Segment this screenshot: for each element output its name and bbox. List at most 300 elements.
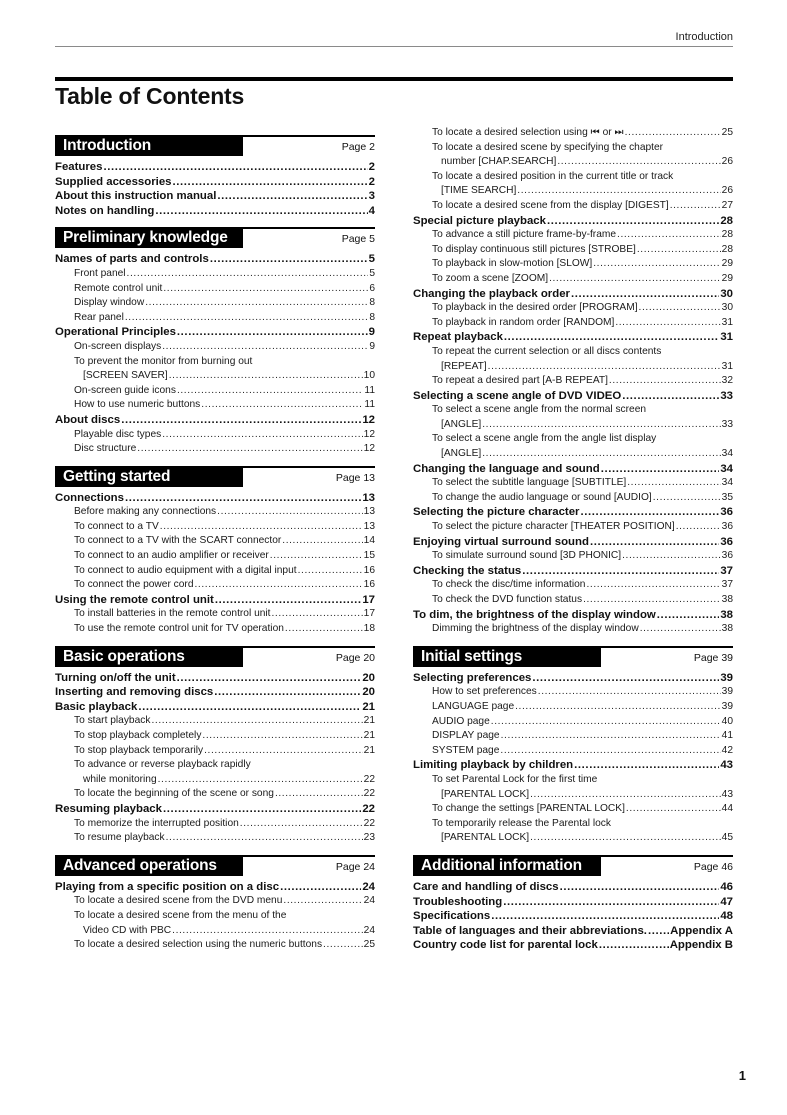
toc-entry-page: Appendix B xyxy=(669,939,733,952)
dot-leader xyxy=(581,505,720,520)
toc-entry-first-line[interactable]: To locate a desired scene by specifying the chapter xyxy=(432,141,664,153)
toc-entry-title: To connect the power cord xyxy=(74,579,194,591)
toc-sub-entry[interactable] xyxy=(55,564,375,579)
toc-sub-entry[interactable] xyxy=(413,685,733,700)
toc-main-entry[interactable] xyxy=(413,389,733,404)
dot-leader xyxy=(574,758,719,773)
dot-leader xyxy=(538,685,721,700)
toc-sub-entry[interactable] xyxy=(413,520,733,535)
dot-leader xyxy=(532,671,719,686)
toc-main-entry[interactable] xyxy=(413,462,733,477)
toc-entry-page: 13 xyxy=(362,491,375,504)
toc-main-entry[interactable] xyxy=(55,175,375,190)
toc-entry-title: [ANGLE] xyxy=(441,418,482,430)
dot-leader xyxy=(217,505,363,520)
toc-main-entry[interactable] xyxy=(413,330,733,345)
dot-leader xyxy=(571,287,719,302)
toc-section xyxy=(55,466,375,637)
toc-main-entry[interactable] xyxy=(413,909,733,924)
dot-leader xyxy=(639,301,721,316)
toc-sub-entry[interactable] xyxy=(413,228,733,243)
dot-leader xyxy=(625,126,721,141)
toc-entry-page: 22 xyxy=(362,802,375,815)
toc-entry-title: To change the audio language or sound [AUDIO] xyxy=(432,491,652,503)
toc-continued xyxy=(413,126,733,637)
toc-entry-page: 5 xyxy=(369,267,375,279)
toc-main-entry[interactable] xyxy=(413,564,733,579)
toc-entry-title: To dim, the brightness of the display window xyxy=(413,608,656,621)
toc-entry-page: 28 xyxy=(721,229,733,241)
toc-section xyxy=(55,855,375,953)
toc-main-entry[interactable] xyxy=(55,685,375,700)
toc-entry-page: 14 xyxy=(363,535,375,547)
toc-entry-first-line[interactable]: To locate a desired position in the current title or track xyxy=(432,170,674,182)
toc-entry-page: 13 xyxy=(363,506,375,518)
toc-entry-title: Selecting a scene angle of DVD VIDEO xyxy=(413,389,622,402)
dot-leader xyxy=(609,374,721,389)
toc-entry-first-line[interactable]: To set Parental Lock for the first time xyxy=(432,773,598,785)
dot-leader xyxy=(560,880,720,895)
toc-sub-entry[interactable] xyxy=(55,773,375,788)
toc-main-entry[interactable] xyxy=(413,214,733,229)
toc-entry-page: 47 xyxy=(720,895,733,908)
toc-sub-entry[interactable] xyxy=(413,272,733,287)
dot-leader xyxy=(530,831,721,846)
dot-leader xyxy=(172,924,363,939)
toc-entry-first-line[interactable]: To select a scene angle from the angle list display xyxy=(432,433,657,445)
toc-main-entry[interactable] xyxy=(55,880,375,895)
toc-entry-title: To display continuous still pictures [STROBE] xyxy=(432,243,636,255)
toc-sub-entry[interactable] xyxy=(55,744,375,759)
toc-entry-title: Resuming playback xyxy=(55,802,162,815)
toc-entry-page: 22 xyxy=(363,788,375,800)
dot-leader xyxy=(549,272,721,287)
title-rule xyxy=(55,77,733,81)
toc-entry-title: Notes on handling xyxy=(55,204,155,217)
toc-sub-entry[interactable] xyxy=(55,817,375,832)
toc-sub-entry[interactable] xyxy=(413,418,733,433)
toc-entry-title: Playing from a specific position on a disc xyxy=(55,880,280,893)
dot-leader xyxy=(270,549,363,564)
toc-section xyxy=(55,135,375,218)
toc-entry-title: How to use numeric buttons xyxy=(74,399,201,411)
dot-leader xyxy=(298,564,363,579)
dot-leader xyxy=(272,607,363,622)
section-page-label: Page 13 xyxy=(335,471,375,484)
toc-sub-entry[interactable] xyxy=(413,126,733,141)
toc-sub-entry[interactable] xyxy=(55,398,375,413)
toc-sub-entry[interactable] xyxy=(55,282,375,297)
toc-entry-title: To locate the beginning of the scene or song xyxy=(74,788,274,800)
toc-sub-entry[interactable] xyxy=(55,428,375,443)
toc-entry-page: 45 xyxy=(721,832,733,844)
toc-sub-entry[interactable] xyxy=(413,593,733,608)
toc-sub-entry[interactable] xyxy=(55,369,375,384)
toc-main-entry[interactable] xyxy=(413,924,733,939)
toc-sub-entry[interactable] xyxy=(413,301,733,316)
dot-leader xyxy=(517,184,720,199)
section-title: Preliminary knowledge xyxy=(55,227,243,248)
dot-leader xyxy=(583,593,721,608)
toc-main-entry[interactable] xyxy=(413,671,733,686)
dot-leader xyxy=(617,228,721,243)
dot-leader xyxy=(491,909,719,924)
toc-entry-title: Before making any connections xyxy=(74,506,217,518)
section-title: Additional information xyxy=(413,855,601,876)
dot-leader xyxy=(593,257,720,272)
toc-sub-entry[interactable] xyxy=(55,311,375,326)
toc-entry-page: 26 xyxy=(721,185,733,197)
toc-entry-title: while monitoring xyxy=(83,773,157,785)
dot-leader xyxy=(482,418,720,433)
dot-leader xyxy=(151,714,362,729)
toc-main-entry[interactable] xyxy=(413,505,733,520)
toc-entry-title: number [CHAP.SEARCH] xyxy=(441,156,557,168)
toc-main-entry[interactable] xyxy=(413,608,733,623)
toc-entry-title: [REPEAT] xyxy=(441,360,487,372)
toc-sub-entry[interactable] xyxy=(55,549,375,564)
toc-entry-title: LANGUAGE page xyxy=(432,700,515,712)
toc-main-entry[interactable] xyxy=(55,160,375,175)
toc-sub-entry[interactable] xyxy=(55,296,375,311)
toc-entry-page: 36 xyxy=(721,521,733,533)
dot-leader xyxy=(283,894,362,909)
toc-entry-page: 15 xyxy=(363,550,375,562)
dot-leader xyxy=(627,476,720,491)
toc-sub-entry[interactable] xyxy=(413,360,733,375)
toc-entry-title: To resume playback xyxy=(74,832,165,844)
toc-entry-page: 39 xyxy=(721,686,733,698)
toc-entry-title: Front panel xyxy=(74,267,126,279)
toc-entry-title: Checking the status xyxy=(413,564,522,577)
toc-entry-title: Selecting preferences xyxy=(413,671,532,684)
toc-sub-entry[interactable] xyxy=(413,700,733,715)
toc-sub-entry[interactable] xyxy=(413,549,733,564)
toc-main-entry[interactable] xyxy=(413,758,733,773)
toc-section xyxy=(55,227,375,456)
dot-leader xyxy=(162,428,362,443)
dot-leader xyxy=(599,938,669,953)
toc-sub-entry[interactable] xyxy=(55,442,375,457)
toc-sub-entry[interactable] xyxy=(413,257,733,272)
dot-leader xyxy=(125,311,368,326)
section-title: Basic operations xyxy=(55,646,243,667)
section-header[interactable] xyxy=(413,646,733,668)
dot-leader xyxy=(522,564,719,579)
toc-section xyxy=(413,855,733,953)
toc-sub-entry[interactable] xyxy=(413,831,733,846)
toc-entry-title: Using the remote control unit xyxy=(55,593,214,606)
toc-main-entry[interactable] xyxy=(55,593,375,608)
dot-leader xyxy=(125,491,361,506)
page-number: 1 xyxy=(738,1068,746,1083)
dot-leader xyxy=(626,802,721,817)
toc-sub-entry[interactable] xyxy=(55,714,375,729)
toc-entry-page: 6 xyxy=(369,282,375,294)
toc-main-entry[interactable] xyxy=(55,189,375,204)
section-header[interactable] xyxy=(413,855,733,877)
toc-sub-entry[interactable] xyxy=(55,622,375,637)
toc-entry-first-line[interactable]: To advance or reverse playback rapidly xyxy=(74,759,251,771)
toc-entry-title: About discs xyxy=(55,413,121,426)
toc-entry-page: 8 xyxy=(369,311,375,323)
section-page-label: Page 24 xyxy=(335,860,375,873)
toc-entry-title: Troubleshooting xyxy=(413,895,503,908)
dot-leader xyxy=(491,715,721,730)
toc-entry-page: 17 xyxy=(363,608,375,620)
dot-leader xyxy=(557,155,720,170)
toc-entry-page: 33 xyxy=(721,418,733,430)
toc-entry-title: [PARENTAL LOCK] xyxy=(441,832,530,844)
dot-leader xyxy=(210,252,368,267)
toc-entry-title: To playback in random order [RANDOM] xyxy=(432,316,615,328)
dot-leader xyxy=(601,462,720,477)
dot-leader xyxy=(215,593,361,608)
toc-sub-entry[interactable] xyxy=(413,243,733,258)
toc-sub-entry[interactable] xyxy=(413,715,733,730)
toc-entry-title: [PARENTAL LOCK] xyxy=(441,788,530,800)
toc-sub-entry[interactable] xyxy=(55,607,375,622)
toc-entry-title: To stop playback temporarily xyxy=(74,744,204,756)
toc-main-entry[interactable] xyxy=(55,413,375,428)
toc-entry-title: Limiting playback by children xyxy=(413,759,574,772)
toc-entry-page: 26 xyxy=(721,156,733,168)
dot-leader xyxy=(145,296,368,311)
toc-entry-page: 9 xyxy=(369,340,375,352)
section-page-label: Page 46 xyxy=(693,860,733,873)
dot-leader xyxy=(590,535,719,550)
toc-entry-page: 8 xyxy=(369,297,375,309)
section-title: Introduction xyxy=(55,135,243,156)
toc-entry-title: To install batteries in the remote control unit xyxy=(74,608,271,620)
toc-entry-page: 40 xyxy=(721,715,733,727)
section-header[interactable] xyxy=(55,646,375,668)
toc-sub-entry[interactable] xyxy=(55,267,375,282)
dot-leader xyxy=(503,895,719,910)
toc-sub-entry[interactable] xyxy=(55,938,375,953)
toc-entry-page: 25 xyxy=(721,127,733,138)
toc-entry-page: 12 xyxy=(363,443,375,455)
toc-sub-entry[interactable] xyxy=(55,924,375,939)
dot-leader xyxy=(195,578,363,593)
toc-entry-page: 11 xyxy=(364,384,375,396)
toc-sub-entry[interactable] xyxy=(55,831,375,846)
section-header[interactable] xyxy=(55,135,375,157)
toc-entry-page: 43 xyxy=(721,788,733,800)
toc-entry-page: 27 xyxy=(721,199,733,211)
toc-entry-title: [TIME SEARCH] xyxy=(441,185,517,197)
toc-sub-entry[interactable] xyxy=(55,894,375,909)
toc-entry-page: 16 xyxy=(363,579,375,591)
toc-sub-entry[interactable] xyxy=(55,787,375,802)
dot-leader xyxy=(137,442,362,457)
section-header[interactable] xyxy=(55,227,375,249)
dot-leader xyxy=(240,817,363,832)
dot-leader xyxy=(282,534,362,549)
toc-entry-title: To change the settings [PARENTAL LOCK] xyxy=(432,803,625,815)
dot-leader xyxy=(547,214,719,229)
toc-entry-title: Table of languages and their abbreviations. xyxy=(413,924,647,937)
dot-leader xyxy=(166,831,363,846)
toc-sub-entry[interactable] xyxy=(55,578,375,593)
section-title: Getting started xyxy=(55,466,243,487)
page-title: Table of Contents xyxy=(55,83,245,109)
toc-main-entry[interactable] xyxy=(55,802,375,817)
dot-leader xyxy=(163,282,368,297)
toc-sub-entry[interactable] xyxy=(413,491,733,506)
dot-leader xyxy=(323,938,363,953)
toc-entry-title: Rear panel xyxy=(74,311,124,323)
toc-sub-entry[interactable] xyxy=(55,534,375,549)
toc-entry-title: To memorize the interrupted position xyxy=(74,817,239,829)
toc-sub-entry[interactable] xyxy=(413,744,733,759)
toc-sub-entry[interactable] xyxy=(413,578,733,593)
dot-leader xyxy=(204,744,363,759)
dot-leader xyxy=(285,622,363,637)
toc-entry-page: 42 xyxy=(721,744,733,756)
toc-main-entry[interactable] xyxy=(55,700,375,715)
toc-entry-title: To playback in the desired order [PROGRAM] xyxy=(432,302,638,314)
toc-sub-entry[interactable] xyxy=(413,199,733,214)
toc-entry-title: To zoom a scene [ZOOM] xyxy=(432,272,549,284)
toc-entry-page: 38 xyxy=(720,608,733,621)
toc-entry-title: Turning on/off the unit xyxy=(55,671,176,684)
toc-sub-entry[interactable] xyxy=(413,316,733,331)
toc-entry-page: 16 xyxy=(363,564,375,576)
toc-sub-entry[interactable] xyxy=(55,520,375,535)
toc-entry-page: 20 xyxy=(362,671,375,684)
toc-entry-page: 2 xyxy=(368,175,375,188)
toc-entry-first-line[interactable]: To select a scene angle from the normal screen xyxy=(432,404,647,416)
toc-main-entry[interactable] xyxy=(413,938,733,953)
dot-leader xyxy=(160,520,363,535)
toc-entry-page: 37 xyxy=(720,564,733,577)
dot-leader xyxy=(214,685,361,700)
toc-sub-entry[interactable] xyxy=(55,505,375,520)
toc-entry-first-line[interactable]: To prevent the monitor from burning out xyxy=(74,355,253,367)
dot-leader xyxy=(500,744,720,759)
dot-leader xyxy=(676,520,721,535)
toc-entry-page: Appendix A xyxy=(670,924,733,937)
toc-entry-title: Selecting the picture character xyxy=(413,506,580,519)
toc-entry-title: Specifications xyxy=(413,910,491,923)
toc-entry-title: To repeat a desired part [A-B REPEAT] xyxy=(432,375,608,387)
toc-entry-page: 10 xyxy=(363,370,375,382)
dot-leader xyxy=(515,700,721,715)
dot-leader xyxy=(201,398,363,413)
toc-entry-page: 28 xyxy=(721,243,733,255)
toc-entry-page: 44 xyxy=(721,803,733,815)
toc-sub-entry[interactable] xyxy=(413,476,733,491)
toc-sub-entry[interactable] xyxy=(55,340,375,355)
dot-leader xyxy=(162,340,368,355)
toc-main-entry[interactable] xyxy=(413,287,733,302)
toc-sub-entry[interactable] xyxy=(413,622,733,637)
toc-main-entry[interactable] xyxy=(55,671,375,686)
toc-entry-page: 48 xyxy=(720,910,733,923)
toc-entry-first-line[interactable]: To repeat the current selection or all discs contents xyxy=(432,345,662,357)
toc-entry-title: Basic playback xyxy=(55,700,138,713)
toc-entry-page: 4 xyxy=(368,204,375,217)
toc-sub-entry[interactable] xyxy=(413,184,733,199)
toc-main-entry[interactable] xyxy=(413,895,733,910)
toc-entry-title: Special picture playback xyxy=(413,214,546,227)
toc-entry-page: 2 xyxy=(368,161,375,173)
dot-leader xyxy=(177,384,363,399)
dot-leader xyxy=(501,729,721,744)
toc-entry-title: To select the subtitle language [SUBTITLE] xyxy=(432,477,627,489)
dot-leader xyxy=(275,787,363,802)
section-header[interactable] xyxy=(55,466,375,488)
toc-entry-page: 37 xyxy=(721,579,733,591)
toc-sub-entry[interactable] xyxy=(55,384,375,399)
section-title: Advanced operations xyxy=(55,855,243,876)
toc-entry-page: 31 xyxy=(721,360,733,372)
toc-entry-page: 36 xyxy=(720,506,733,519)
toc-section xyxy=(55,646,375,846)
toc-sub-entry[interactable] xyxy=(413,155,733,170)
toc-entry-title: To connect to a TV xyxy=(74,520,159,532)
dot-leader xyxy=(177,325,368,340)
toc-sub-entry[interactable] xyxy=(413,374,733,389)
toc-entry-page: 31 xyxy=(721,316,733,328)
toc-entry-page: 21 xyxy=(363,730,375,741)
toc-entry-page: 22 xyxy=(363,773,375,785)
toc-entry-title: To check the DVD function status xyxy=(432,594,583,605)
dot-leader xyxy=(640,622,721,637)
toc-entry-title: To locate a desired selection using ⏮ or ⏭ xyxy=(432,127,624,138)
toc-main-entry[interactable] xyxy=(413,880,733,895)
toc-entry-title: To simulate surround sound [3D PHONIC] xyxy=(432,550,622,562)
toc-entry-first-line[interactable]: To temporarily release the Parental lock xyxy=(432,817,611,829)
toc-sub-entry[interactable] xyxy=(413,729,733,744)
header-rule xyxy=(55,46,733,47)
toc-entry-title: How to set preferences xyxy=(432,686,537,698)
toc-left-column xyxy=(55,126,375,953)
toc-main-entry[interactable] xyxy=(55,325,375,340)
toc-entry-page: 21 xyxy=(363,744,375,756)
toc-main-entry[interactable] xyxy=(55,491,375,506)
toc-entry-title: Operational Principles xyxy=(55,326,176,339)
toc-main-entry[interactable] xyxy=(413,535,733,550)
dot-leader xyxy=(482,447,720,462)
toc-entry-title: [ANGLE] xyxy=(441,448,482,460)
dot-leader xyxy=(158,773,363,788)
toc-entry-first-line[interactable]: To locate a desired scene from the menu of the xyxy=(74,909,287,921)
section-header[interactable] xyxy=(55,855,375,877)
toc-main-entry[interactable] xyxy=(55,204,375,219)
dot-leader xyxy=(657,608,720,623)
toc-main-entry[interactable] xyxy=(55,252,375,267)
toc-sub-entry[interactable] xyxy=(413,802,733,817)
toc-entry-title: [SCREEN SAVER] xyxy=(83,370,168,382)
toc-entry-title: Repeat playback xyxy=(413,331,503,344)
toc-section xyxy=(413,646,733,846)
toc-entry-title: Changing the playback order xyxy=(413,287,570,300)
dot-leader xyxy=(177,671,362,686)
toc-sub-entry[interactable] xyxy=(55,729,375,744)
toc-entry-title: On-screen displays xyxy=(74,340,162,352)
toc-entry-page: 21 xyxy=(363,715,375,727)
dot-leader xyxy=(121,413,361,428)
toc-entry-page: 29 xyxy=(721,272,733,284)
toc-sub-entry[interactable] xyxy=(413,447,733,462)
dot-leader xyxy=(637,243,721,258)
toc-entry-title: Remote control unit xyxy=(74,282,163,294)
toc-sub-entry[interactable] xyxy=(413,788,733,803)
toc-entry-title: To start playback xyxy=(74,715,151,727)
dot-leader xyxy=(488,360,721,375)
